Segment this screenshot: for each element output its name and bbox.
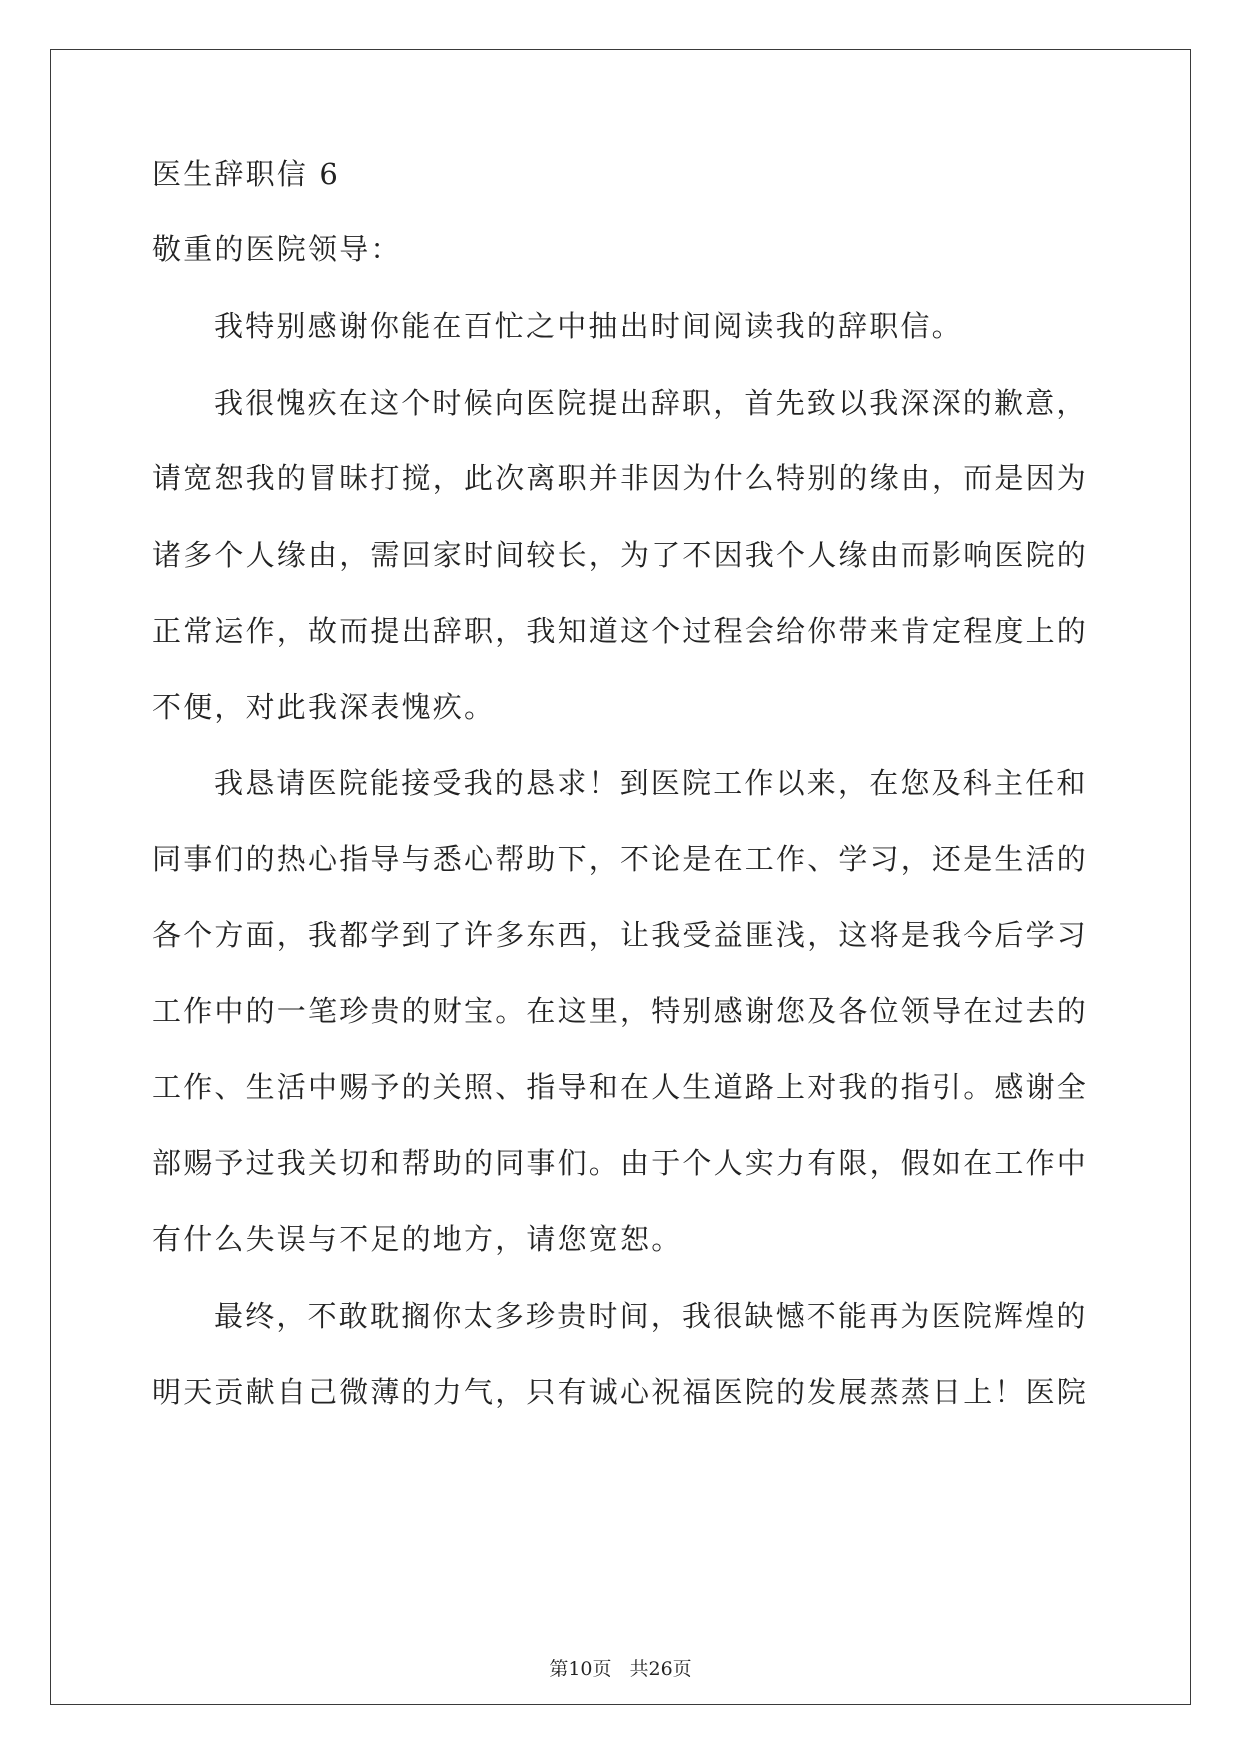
body-line: 各个方面，我都学到了许多东西，让我受益匪浅，这将是我今后学习 (152, 918, 1089, 952)
page-total: 共26页 (629, 1658, 692, 1680)
body-line: 部赐予过我关切和帮助的同事们。由于个人实力有限，假如在工作中 (152, 1146, 1089, 1180)
letter-title: 医生辞职信 6 (152, 157, 341, 191)
body-line: 我恳请医院能接受我的恳求！到医院工作以来，在您及科主任和 (214, 766, 1088, 800)
body-line: 明天贡献自己微薄的力气，只有诚心祝福医院的发展蒸蒸日上！医院 (152, 1375, 1089, 1409)
body-line: 工作中的一笔珍贵的财宝。在这里，特别感谢您及各位领导在过去的 (152, 994, 1089, 1028)
body-line: 正常运作，故而提出辞职，我知道这个过程会给你带来肯定程度上的 (152, 614, 1089, 648)
salutation: 敬重的医院领导： (152, 232, 402, 266)
body-line: 诸多个人缘由，需回家时间较长，为了不因我个人缘由而影响医院的 (152, 538, 1089, 572)
body-line: 我特别感谢你能在百忙之中抽出时间阅读我的辞职信。 (214, 309, 963, 343)
body-line: 不便，对此我深表愧疚。 (152, 690, 496, 724)
body-line: 有什么失误与不足的地方，请您宽恕。 (152, 1222, 683, 1256)
body-line: 工作、生活中赐予的关照、指导和在人生道路上对我的指引。感谢全 (152, 1070, 1089, 1104)
body-line: 请宽恕我的冒昧打搅，此次离职并非因为什么特别的缘由，而是因为 (152, 461, 1089, 495)
body-line: 同事们的热心指导与悉心帮助下，不论是在工作、学习，还是生活的 (152, 842, 1089, 876)
body-line: 最终，不敢耽搁你太多珍贵时间，我很缺憾不能再为医院辉煌的 (214, 1299, 1088, 1333)
page-footer (0, 1656, 1241, 1682)
page-number: 第10页 (549, 1658, 612, 1680)
body-line: 我很愧疚在这个时候向医院提出辞职，首先致以我深深的歉意， (214, 386, 1088, 420)
